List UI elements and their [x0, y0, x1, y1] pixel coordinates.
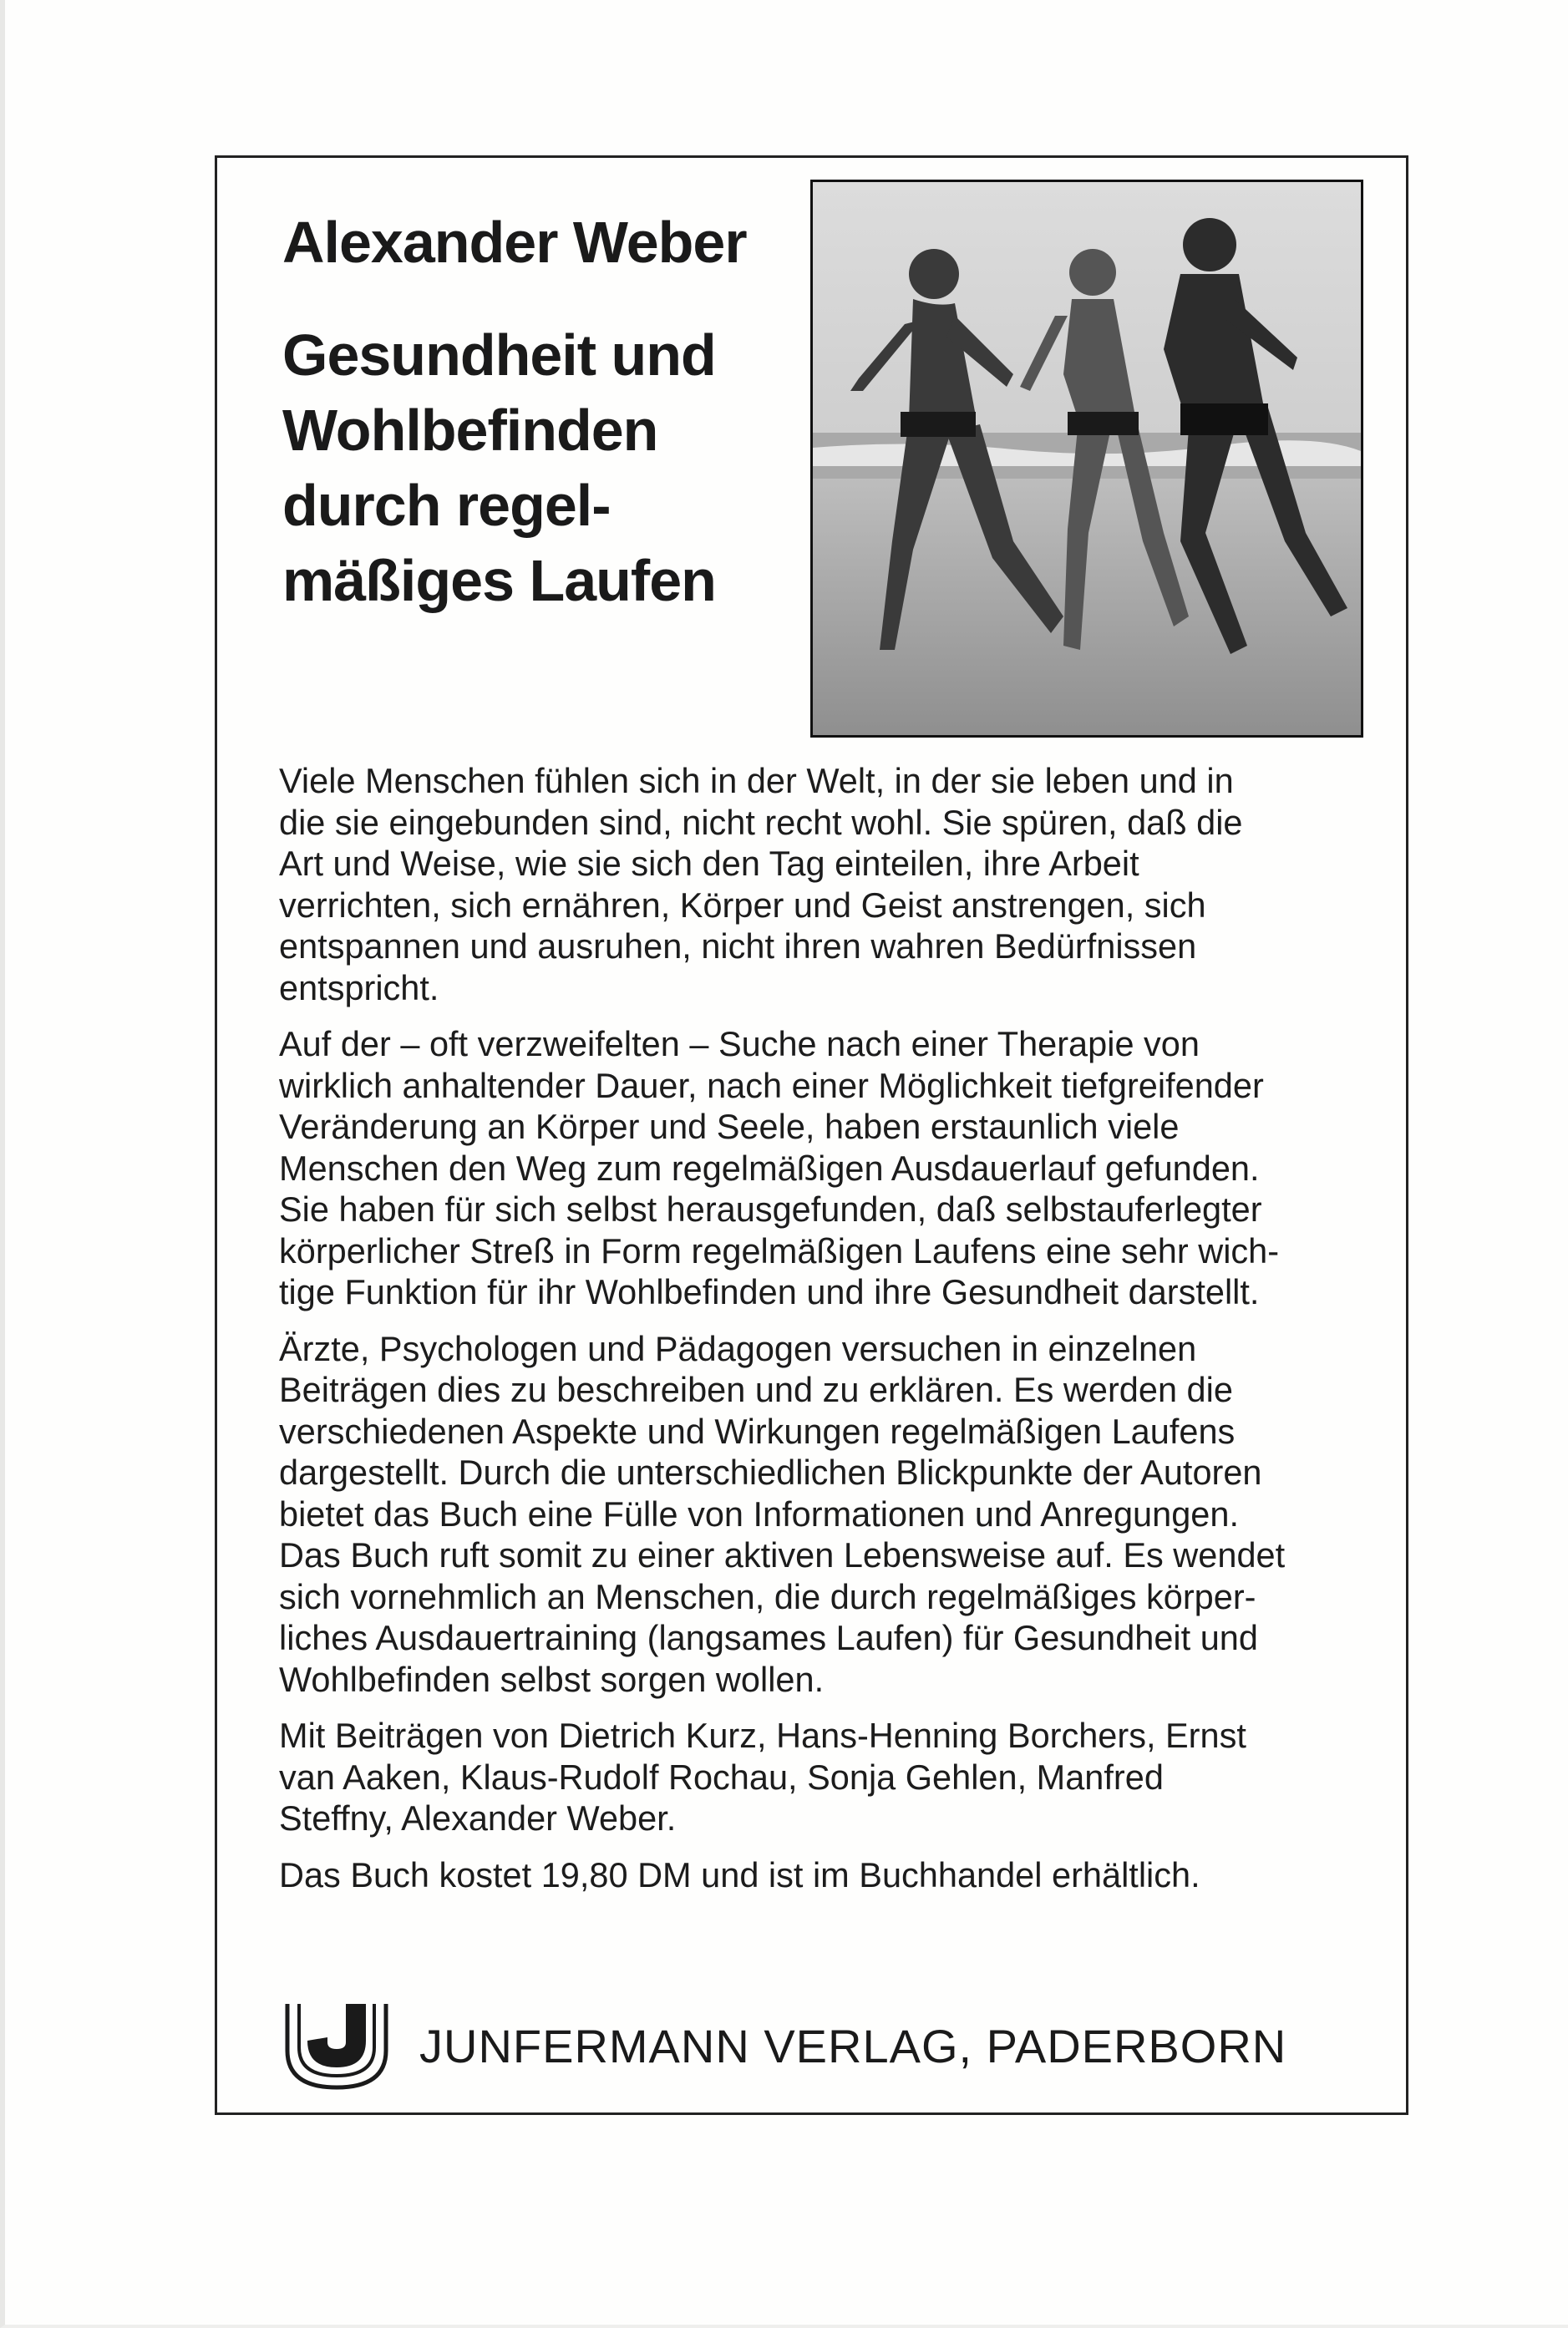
text-line: Sie haben für sich selbst herausgefunden, daß selbstauferlegter [279, 1189, 1262, 1229]
book-title-line: mäßiges Laufen [282, 548, 716, 613]
paragraph [279, 1715, 1365, 1839]
text-line: Ärzte, Psychologen und Pädagogen versuchen in einzelnen [279, 1328, 1197, 1368]
text-line: die sie eingebunden sind, nicht recht wohl. Sie spüren, daß die [279, 802, 1243, 842]
text-line: Das Buch kostet 19,80 DM und ist im Buchhandel erhältlich. [279, 1854, 1200, 1894]
text-line: entspannen und ausruhen, nicht ihren wahren Bedürfnissen [279, 926, 1197, 966]
text-line: Steffny, Alexander Weber. [279, 1798, 677, 1838]
publisher-block [279, 1999, 1286, 2092]
text-line: verschiedenen Aspekte und Wirkungen regelmäßigen Laufens [279, 1411, 1236, 1451]
text-line: dargestellt. Durch die unterschiedlichen Blickpunkte der Autoren [279, 1453, 1262, 1492]
text-line: Viele Menschen fühlen sich in der Welt, in der sie leben und in [279, 761, 1234, 800]
author-name: Alexander Weber [282, 210, 747, 275]
paragraph [279, 760, 1365, 1008]
paragraph [279, 1328, 1365, 1701]
text-line: körperlicher Streß in Form regelmäßigen Laufens eine sehr wich- [279, 1230, 1280, 1271]
junfermann-j-logo-icon [279, 1999, 394, 2092]
text-line: Auf der – oft verzweifelten – Suche nach einer Therapie von [279, 1024, 1200, 1063]
runners-photo [810, 180, 1363, 738]
text-line: entspricht. [279, 967, 439, 1007]
text-line: tige Funktion für ihr Wohlbefinden und ihre Gesundheit darstellt. [279, 1272, 1260, 1311]
text-line: Beiträgen dies zu beschreiben und zu erklären. Es werden die [279, 1370, 1233, 1409]
text-line: Mit Beiträgen von Dietrich Kurz, Hans-Henning Borchers, Ernst [279, 1716, 1246, 1755]
book-title-line: durch regel- [282, 473, 611, 538]
body-text [279, 760, 1365, 1910]
text-line: Menschen den Weg zum regelmäßigen Ausdauerlauf gefunden. [279, 1148, 1260, 1188]
text-line: wirklich anhaltender Dauer, nach einer Möglichkeit tiefgreifender [279, 1065, 1264, 1105]
text-line: Art und Weise, wie sie sich den Tag einteilen, ihre Arbeit [279, 844, 1139, 883]
text-line: liches Ausdauertraining (langsames Laufen) für Gesundheit und [279, 1618, 1258, 1657]
text-line: Das Buch ruft somit zu einer aktiven Lebensweise auf. Es wendet [279, 1535, 1286, 1575]
text-line: bietet das Buch eine Fülle von Informationen und Anregungen. [279, 1494, 1239, 1534]
book-title-line: Gesundheit und [282, 322, 716, 388]
book-title [282, 317, 750, 618]
book-title-line: Wohlbefinden [282, 398, 658, 463]
text-line: sich vornehmlich an Menschen, die durch regelmäßiges körper- [279, 1576, 1256, 1616]
paragraph [279, 1854, 1365, 1896]
paragraph [279, 1023, 1365, 1313]
text-line: Wohlbefinden selbst sorgen wollen. [279, 1659, 825, 1699]
publisher-name: JUNFERMANN VERLAG, PADERBORN [419, 2019, 1287, 2072]
text-line: van Aaken, Klaus-Rudolf Rochau, Sonja Gehlen, Manfred [279, 1757, 1164, 1797]
text-line: verrichten, sich ernähren, Körper und Geist anstrengen, sich [279, 885, 1206, 925]
text-line: Veränderung an Körper und Seele, haben erstaunlich viele [279, 1107, 1180, 1146]
runners-on-beach-photo [813, 182, 1361, 735]
